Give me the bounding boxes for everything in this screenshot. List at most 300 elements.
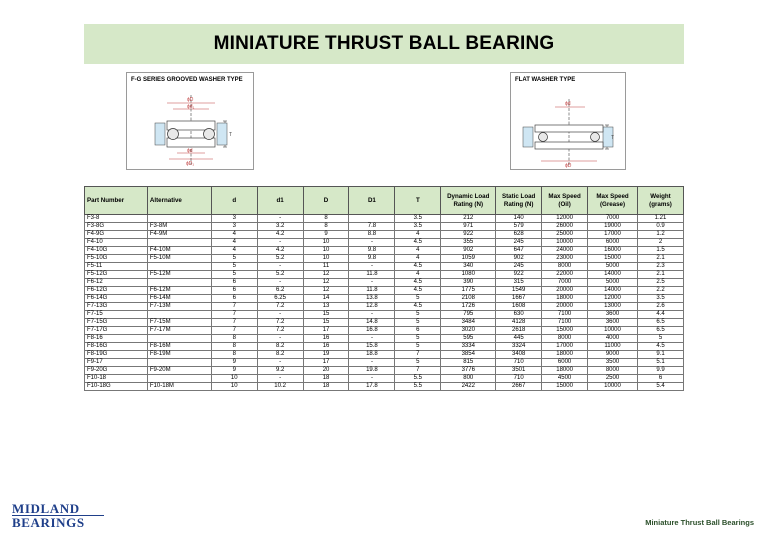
table-cell: 7.2 [257, 319, 303, 327]
table-row [85, 255, 684, 263]
part-number-cell: F10-18 [85, 375, 148, 383]
title-banner [84, 24, 684, 64]
table-cell: 5.2 [257, 271, 303, 279]
table-row [85, 263, 684, 271]
table-cell: 2500 [588, 375, 638, 383]
table-cell: 16000 [588, 247, 638, 255]
part-number-cell: F5-12G [85, 271, 148, 279]
header-d: d [211, 187, 257, 215]
table-cell: 6.5 [637, 319, 683, 327]
table-cell [147, 279, 211, 287]
table-cell: 3.5 [395, 223, 441, 231]
part-number-cell: F6-14G [85, 295, 148, 303]
table-cell: 9.9 [637, 367, 683, 375]
table-cell: 4.5 [637, 343, 683, 351]
table-cell: 5 [211, 271, 257, 279]
table-cell: F4-10M [147, 247, 211, 255]
part-number-cell: F5-10G [85, 255, 148, 263]
table-cell: 4.5 [395, 239, 441, 247]
table-cell: 6.5 [637, 327, 683, 335]
table-cell: 815 [441, 359, 496, 367]
table-row [85, 343, 684, 351]
table-cell: 5 [395, 319, 441, 327]
table-cell: 9.1 [637, 351, 683, 359]
table-cell: F7-15M [147, 319, 211, 327]
table-cell: 245 [496, 239, 542, 247]
footer-caption: Miniature Thrust Ball Bearings [645, 518, 754, 527]
table-cell: 3500 [588, 359, 638, 367]
table-row [85, 271, 684, 279]
table-cell: 18 [303, 375, 349, 383]
table-cell: - [257, 279, 303, 287]
table-cell: 7.2 [257, 327, 303, 335]
part-number-cell: F6-12 [85, 279, 148, 287]
table-cell: 9.2 [257, 367, 303, 375]
table-cell: - [349, 335, 395, 343]
table-cell: 7 [211, 327, 257, 335]
table-cell: 4500 [542, 375, 588, 383]
table-cell: 3776 [441, 367, 496, 375]
grooved-diagram-caption: F-G SERIES GROOVED WASHER TYPE [131, 77, 243, 83]
table-cell: 4 [395, 255, 441, 263]
table-row [85, 215, 684, 223]
table-cell: 8.8 [349, 231, 395, 239]
logo-line-1: MIDLAND [12, 501, 80, 516]
table-cell: 1549 [496, 287, 542, 295]
table-cell: F5-10M [147, 255, 211, 263]
table-cell: 10 [303, 239, 349, 247]
table-cell: 8 [211, 351, 257, 359]
table-cell: 5.1 [637, 359, 683, 367]
label-bore: ϕd [565, 101, 571, 107]
label-height: T [229, 132, 233, 138]
table-cell: 3334 [441, 343, 496, 351]
table-cell: 630 [496, 311, 542, 319]
table-cell: 647 [496, 247, 542, 255]
table-cell: 922 [441, 231, 496, 239]
table-cell: - [257, 239, 303, 247]
table-cell: 12000 [542, 215, 588, 223]
table-cell: 19 [303, 351, 349, 359]
table-cell: 6 [211, 287, 257, 295]
table-cell: - [349, 375, 395, 383]
table-cell: 11 [303, 263, 349, 271]
table-cell: 5.5 [395, 375, 441, 383]
table-cell: 710 [496, 375, 542, 383]
table-row [85, 359, 684, 367]
table-cell: 13 [303, 303, 349, 311]
table-cell: 12.8 [349, 303, 395, 311]
table-cell: 26000 [542, 223, 588, 231]
flat-bearing-drawing [511, 73, 627, 171]
table-cell: 4 [395, 271, 441, 279]
table-cell: 3600 [588, 311, 638, 319]
table-cell: 10 [211, 383, 257, 391]
table-cell: 5 [211, 255, 257, 263]
table-cell: F7-13M [147, 303, 211, 311]
header-D: D [303, 187, 349, 215]
table-row [85, 287, 684, 295]
table-cell: F6-14M [147, 295, 211, 303]
table-cell: 3600 [588, 319, 638, 327]
table-cell: 8000 [588, 367, 638, 375]
table-cell: 5 [395, 311, 441, 319]
table-cell: 7 [211, 319, 257, 327]
table-cell: 1059 [441, 255, 496, 263]
table-cell: 5.5 [395, 383, 441, 391]
label-outer-diameter: ϕD [187, 97, 194, 103]
table-cell: 8000 [542, 263, 588, 271]
header-weight: Weight (grams) [637, 187, 683, 215]
table-cell: 445 [496, 335, 542, 343]
table-cell: 5 [395, 343, 441, 351]
table-cell: 9.8 [349, 255, 395, 263]
table-cell: 2.2 [637, 287, 683, 295]
table-cell: 6 [211, 279, 257, 287]
table-cell: 3020 [441, 327, 496, 335]
table-cell: 8 [211, 343, 257, 351]
table-cell: 24000 [542, 247, 588, 255]
table-cell [147, 311, 211, 319]
table-cell: 245 [496, 263, 542, 271]
part-number-cell: F7-17G [85, 327, 148, 335]
part-number-cell: F6-12G [85, 287, 148, 295]
table-cell: 6000 [588, 239, 638, 247]
table-cell: 5000 [588, 279, 638, 287]
table-cell: 140 [496, 215, 542, 223]
table-cell: 3324 [496, 343, 542, 351]
table-cell: F3-8M [147, 223, 211, 231]
table-cell: 3408 [496, 351, 542, 359]
header-max-speed-grease: Max Speed (Grease) [588, 187, 638, 215]
table-cell: 2667 [496, 383, 542, 391]
table-cell: - [349, 359, 395, 367]
table-cell: 15000 [542, 327, 588, 335]
table-cell: 4 [211, 231, 257, 239]
table-cell: 6 [395, 327, 441, 335]
table-cell: 4.4 [637, 311, 683, 319]
table-row [85, 295, 684, 303]
table-cell: 5000 [588, 263, 638, 271]
part-number-cell: F7-15G [85, 319, 148, 327]
table-cell: 2.6 [637, 303, 683, 311]
table-cell: 7 [211, 303, 257, 311]
table-cell: 9 [303, 231, 349, 239]
table-cell: 9.8 [349, 247, 395, 255]
table-cell: 595 [441, 335, 496, 343]
table-cell: 579 [496, 223, 542, 231]
table-cell: 7 [395, 367, 441, 375]
part-number-cell: F4-10G [85, 247, 148, 255]
table-cell: F5-12M [147, 271, 211, 279]
table-cell: 8000 [542, 335, 588, 343]
table-cell: 11000 [588, 343, 638, 351]
table-cell: 13.8 [349, 295, 395, 303]
table-cell: 355 [441, 239, 496, 247]
label-outer-diameter: ϕD [565, 163, 572, 169]
table-row [85, 335, 684, 343]
table-cell: 4128 [496, 319, 542, 327]
table-cell: - [257, 359, 303, 367]
table-cell: 16 [303, 343, 349, 351]
table-cell: 3 [211, 223, 257, 231]
table-cell: 14.8 [349, 319, 395, 327]
table-cell [147, 375, 211, 383]
header-part-number: Part Number [85, 187, 148, 215]
table-cell: F6-12M [147, 287, 211, 295]
table-cell: 12 [303, 287, 349, 295]
table-cell: 10 [303, 247, 349, 255]
table-cell [147, 335, 211, 343]
table-cell: 4.5 [395, 279, 441, 287]
table-cell: 1775 [441, 287, 496, 295]
header-dynamic-load: Dynamic Load Rating (N) [441, 187, 496, 215]
table-cell: 6000 [542, 359, 588, 367]
table-cell: 14 [303, 295, 349, 303]
label-D1: ϕD₁ [186, 161, 195, 167]
part-number-cell: F9-20G [85, 367, 148, 375]
table-cell: 16.8 [349, 327, 395, 335]
table-cell: 18 [303, 383, 349, 391]
part-number-cell: F4-10 [85, 239, 148, 247]
table-cell: 17000 [588, 231, 638, 239]
table-cell [147, 215, 211, 223]
table-cell: - [257, 215, 303, 223]
table-cell: 10000 [542, 239, 588, 247]
table-cell: 13000 [588, 303, 638, 311]
table-cell: 22000 [542, 271, 588, 279]
table-cell: 1.2 [637, 231, 683, 239]
table-cell: F10-18M [147, 383, 211, 391]
table-cell: - [257, 335, 303, 343]
table-cell: 5.4 [637, 383, 683, 391]
table-cell: 8 [303, 215, 349, 223]
table-cell [147, 239, 211, 247]
table-cell: 2422 [441, 383, 496, 391]
table-cell: 16 [303, 335, 349, 343]
table-row [85, 303, 684, 311]
table-cell: 20 [303, 367, 349, 375]
part-number-cell: F3-8G [85, 223, 148, 231]
part-number-cell: F7-15 [85, 311, 148, 319]
table-cell: 3.5 [637, 295, 683, 303]
table-cell: 795 [441, 311, 496, 319]
table-cell: F8-19M [147, 351, 211, 359]
table-cell: 9000 [588, 351, 638, 359]
table-cell: 10 [211, 375, 257, 383]
header-max-speed-oil: Max Speed (Oil) [542, 187, 588, 215]
grooved-washer-diagram [126, 72, 254, 170]
table-cell: - [349, 263, 395, 271]
table-cell: 971 [441, 223, 496, 231]
table-cell: 19.8 [349, 367, 395, 375]
table-cell: 340 [441, 263, 496, 271]
table-row [85, 223, 684, 231]
flat-diagram-caption: FLAT WASHER TYPE [515, 77, 576, 83]
part-number-cell: F9-17 [85, 359, 148, 367]
table-cell: 1608 [496, 303, 542, 311]
table-cell: 17.8 [349, 383, 395, 391]
table-cell: - [349, 239, 395, 247]
table-cell: 12000 [588, 295, 638, 303]
table-cell: 2618 [496, 327, 542, 335]
table-cell: 3484 [441, 319, 496, 327]
table-cell: 922 [496, 271, 542, 279]
table-cell: 1667 [496, 295, 542, 303]
table-cell: 4.5 [395, 287, 441, 295]
table-cell: 8.2 [257, 343, 303, 351]
table-cell: 3501 [496, 367, 542, 375]
table-cell: 710 [496, 359, 542, 367]
table-cell: 4.2 [257, 247, 303, 255]
table-cell: 9 [211, 367, 257, 375]
table-cell: 7 [395, 351, 441, 359]
part-number-cell: F4-9G [85, 231, 148, 239]
label-d1: ϕd₁ [187, 104, 195, 110]
table-cell: F4-9M [147, 231, 211, 239]
table-cell [349, 215, 395, 223]
table-cell: 10.2 [257, 383, 303, 391]
table-cell: 902 [441, 247, 496, 255]
table-cell: 8.2 [257, 351, 303, 359]
table-row [85, 247, 684, 255]
table-cell: 3.5 [395, 215, 441, 223]
table-cell: - [257, 263, 303, 271]
table-cell: 7100 [542, 319, 588, 327]
table-cell: 19000 [588, 223, 638, 231]
table-cell: 5 [395, 335, 441, 343]
table-cell: 1726 [441, 303, 496, 311]
table-cell: 2.1 [637, 255, 683, 263]
table-cell: 7 [211, 311, 257, 319]
table-cell: 4.5 [395, 303, 441, 311]
part-number-cell: F7-13G [85, 303, 148, 311]
table-cell: 15.8 [349, 343, 395, 351]
table-row [85, 319, 684, 327]
table-cell: 4 [211, 239, 257, 247]
table-cell: 5 [211, 263, 257, 271]
table-cell: - [257, 311, 303, 319]
table-cell: 315 [496, 279, 542, 287]
table-cell: - [349, 279, 395, 287]
table-cell [147, 263, 211, 271]
table-cell: 4 [211, 247, 257, 255]
table-cell: 4.2 [257, 231, 303, 239]
header-static-load: Static Load Rating (N) [496, 187, 542, 215]
table-cell: 9 [211, 359, 257, 367]
header-alternative: Alternative [147, 187, 211, 215]
table-cell: 12 [303, 279, 349, 287]
table-cell: 3854 [441, 351, 496, 359]
table-cell: 1.5 [637, 247, 683, 255]
table-cell: 14000 [588, 271, 638, 279]
midland-bearings-logo [12, 503, 104, 529]
table-row [85, 375, 684, 383]
grooved-bearing-drawing [127, 73, 255, 171]
table-cell: 7000 [588, 215, 638, 223]
table-cell: 15 [303, 311, 349, 319]
table-cell: 902 [496, 255, 542, 263]
table-cell: 10000 [588, 383, 638, 391]
table-cell: 18000 [542, 295, 588, 303]
table-cell: 5 [395, 359, 441, 367]
table-cell: 23000 [542, 255, 588, 263]
table-row [85, 383, 684, 391]
table-body [85, 215, 684, 391]
table-row [85, 239, 684, 247]
table-cell: 20000 [542, 303, 588, 311]
table-cell: 4.5 [395, 263, 441, 271]
page-title: MINIATURE THRUST BALL BEARING [213, 33, 555, 54]
table-cell: 4 [395, 247, 441, 255]
header-T: T [395, 187, 441, 215]
table-cell: 4000 [588, 335, 638, 343]
table-cell: 3.2 [257, 223, 303, 231]
table-cell: F7-17M [147, 327, 211, 335]
table-cell: 6.2 [257, 287, 303, 295]
table-cell: 20000 [542, 287, 588, 295]
table-cell: 10 [303, 255, 349, 263]
table-cell: 18.8 [349, 351, 395, 359]
table-cell: 628 [496, 231, 542, 239]
table-row [85, 231, 684, 239]
table-cell: 18000 [542, 351, 588, 359]
table-header-row [85, 187, 684, 215]
table-cell: 2.5 [637, 279, 683, 287]
part-number-cell: F8-16 [85, 335, 148, 343]
table-row [85, 351, 684, 359]
table-cell: 2 [637, 239, 683, 247]
logo-line-2: BEARINGS [12, 515, 104, 529]
table-row [85, 311, 684, 319]
table-cell: 15 [303, 319, 349, 327]
table-cell: 7.8 [349, 223, 395, 231]
table-cell: 6.25 [257, 295, 303, 303]
table-cell: 17 [303, 359, 349, 367]
table-cell: 2.3 [637, 263, 683, 271]
table-cell: 18000 [542, 367, 588, 375]
part-number-cell: F8-16G [85, 343, 148, 351]
table-cell: 10000 [588, 327, 638, 335]
table-cell: 4 [395, 231, 441, 239]
table-cell: 7000 [542, 279, 588, 287]
table-row [85, 327, 684, 335]
table-cell: - [257, 375, 303, 383]
table-cell: 7100 [542, 311, 588, 319]
table-cell: 17 [303, 327, 349, 335]
table-cell: 5.2 [257, 255, 303, 263]
table-cell: 5 [637, 335, 683, 343]
table-cell: F8-16M [147, 343, 211, 351]
table-row [85, 279, 684, 287]
header-D1: D1 [349, 187, 395, 215]
table-cell: 17000 [542, 343, 588, 351]
part-number-cell: F10-18G [85, 383, 148, 391]
flat-washer-diagram [510, 72, 626, 170]
table-cell: 8 [211, 335, 257, 343]
table-cell: 11.8 [349, 287, 395, 295]
table-cell [147, 359, 211, 367]
table-cell: 5 [395, 295, 441, 303]
table-cell: 1.21 [637, 215, 683, 223]
table-cell: - [349, 311, 395, 319]
table-cell: 14000 [588, 287, 638, 295]
table-cell: 25000 [542, 231, 588, 239]
table-cell: 11.8 [349, 271, 395, 279]
part-number-cell: F8-19G [85, 351, 148, 359]
label-bore: ϕd [187, 148, 193, 154]
table-cell: F9-20M [147, 367, 211, 375]
